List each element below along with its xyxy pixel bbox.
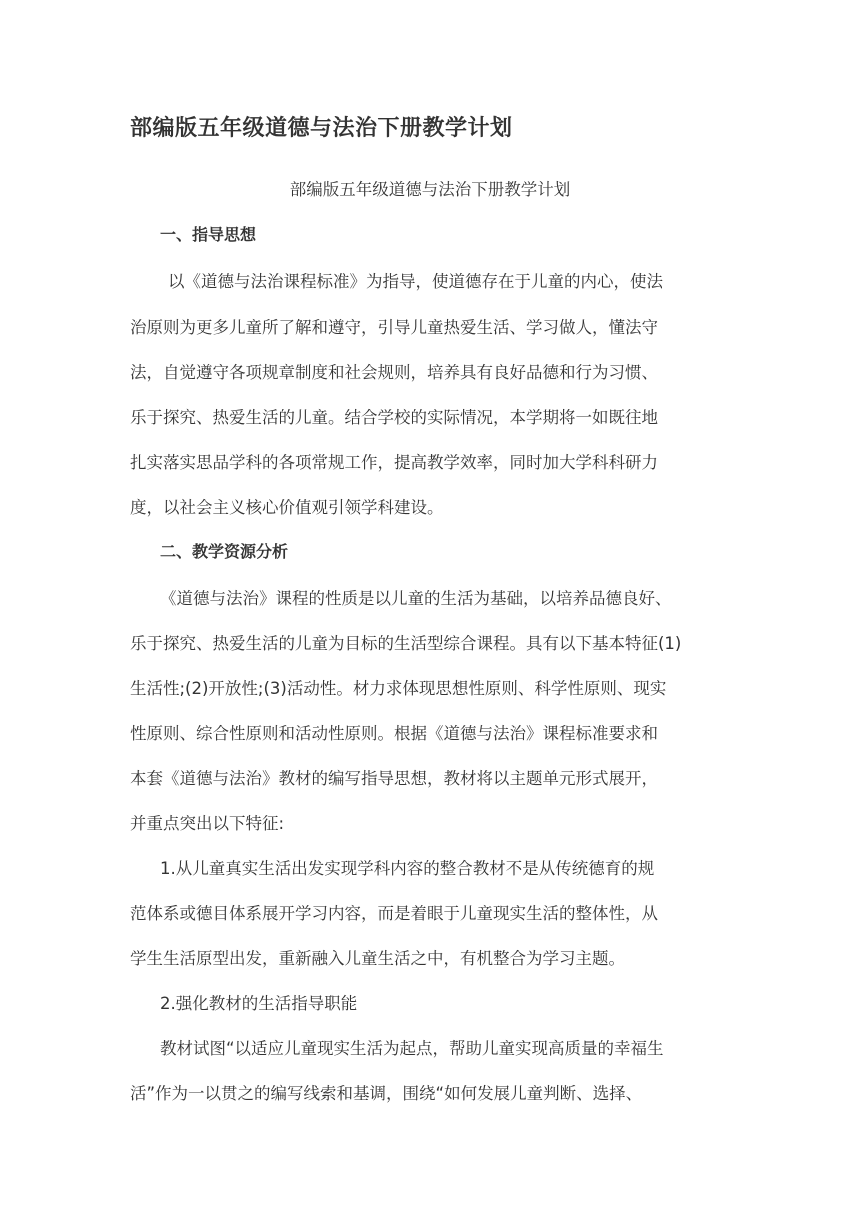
- list-point-heading: 2.强化教材的生活指导职能: [160, 994, 358, 1013]
- paragraph-line: 乐于探究、热爱生活的儿童为目标的生活型综合课程。具有以下基本特征(1): [130, 634, 682, 653]
- paragraph-line: 乐于探究、热爱生活的儿童。结合学校的实际情况，本学期将一如既往地: [130, 408, 658, 427]
- list-point-line: 范体系或德目体系展开学习内容，而是着眼于儿童现实生活的整体性，从: [130, 904, 658, 923]
- paragraph-line: 生活性;(2)开放性;(3)活动性。材力求体现思想性原则、科学性原则、现实: [130, 679, 667, 698]
- list-point-line: 学生生活原型出发，重新融入儿童生活之中，有机整合为学习主题。: [130, 949, 625, 968]
- paragraph-line: 《道德与法治》课程的性质是以儿童的生活为基础，以培养品德良好、: [160, 589, 672, 608]
- paragraph-line: 度，以社会主义核心价值观引领学科建设。: [130, 498, 444, 517]
- paragraph-line: 并重点突出以下特征:: [130, 814, 285, 833]
- section-heading-guiding-thought: 一、指导思想: [160, 225, 257, 244]
- paragraph-line: 教材试图“以适应儿童现实生活为起点，帮助儿童实现高质量的幸福生: [160, 1039, 664, 1058]
- section-heading-resource-analysis: 二、教学资源分析: [160, 542, 289, 561]
- paragraph-line: 本套《道德与法治》教材的编写指导思想，教材将以主题单元形式展开，: [130, 769, 658, 788]
- paragraph-line: 活”作为一以贯之的编写线索和基调，围绕“如何发展儿童判断、选择、: [130, 1084, 643, 1103]
- list-point-line: 1.从儿童真实生活出发实现学科内容的整合教材不是从传统德育的规: [160, 859, 655, 878]
- paragraph-line: 性原则、综合性原则和活动性原则。根据《道德与法治》课程标准要求和: [130, 724, 658, 743]
- paragraph-line: 治原则为更多儿童所了解和遵守，引导儿童热爱生活、学习做人，懂法守: [130, 318, 658, 337]
- document-title: 部编版五年级道德与法治下册教学计划: [130, 116, 513, 141]
- paragraph-line: 以《道德与法治课程标准》为指导，使道德存在于儿童的内心，使法: [168, 272, 663, 291]
- paragraph-line: 法，自觉遵守各项规章制度和社会规则，培养具有良好品德和行为习惯、: [130, 363, 658, 382]
- document-subtitle: 部编版五年级道德与法治下册教学计划: [289, 180, 571, 199]
- paragraph-line: 扎实落实思品学科的各项常规工作，提高教学效率，同时加大学科科研力: [130, 453, 658, 472]
